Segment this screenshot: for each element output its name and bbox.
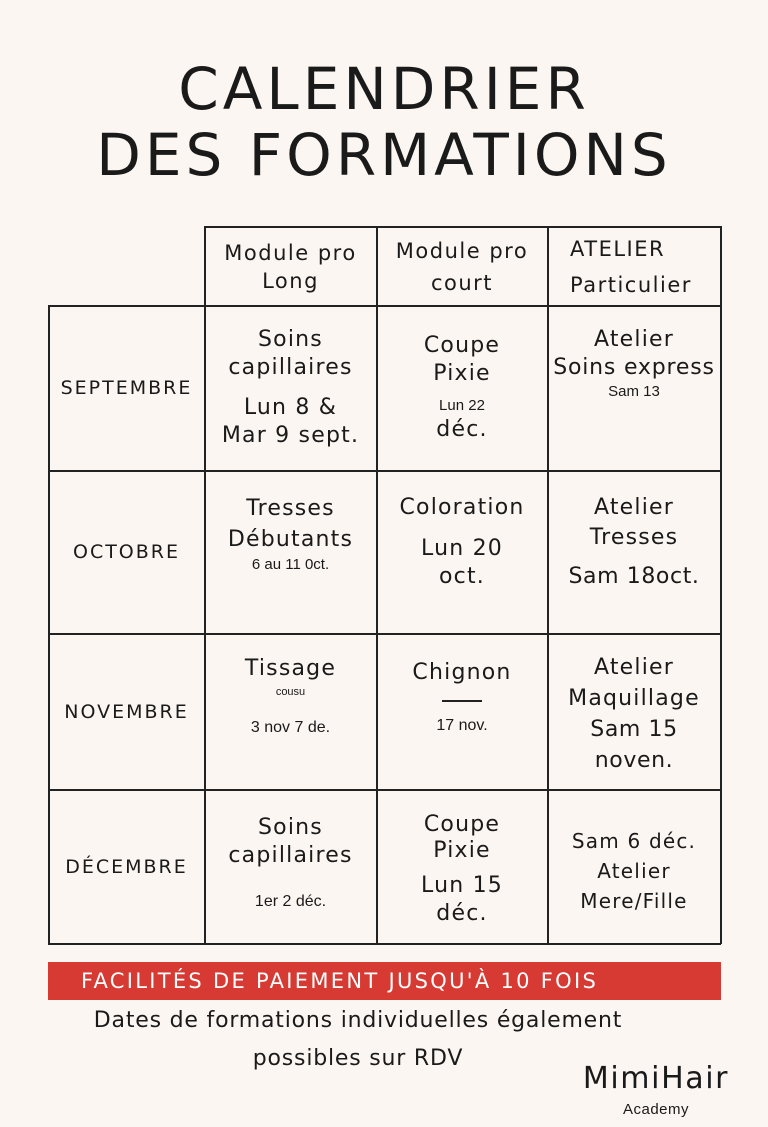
grid-line	[720, 226, 722, 944]
session-subtitle: cousu	[275, 686, 306, 698]
session-title: Pixie	[433, 838, 491, 863]
column-header-long	[205, 228, 376, 305]
session-date: déc.	[436, 417, 488, 442]
session-cell	[205, 306, 376, 470]
session-date: Sam 6 déc.	[571, 829, 697, 853]
session-date: Lun 15	[421, 873, 503, 898]
month-text: OCTOBRE	[72, 541, 181, 563]
session-cell	[377, 471, 547, 633]
session-date: Sam 18oct.	[568, 564, 700, 589]
brand-name: MimiHair	[582, 1061, 730, 1096]
session-title: Atelier	[597, 859, 671, 883]
session-date: Mar 9 sept.	[221, 423, 360, 448]
session-date: Lun 8 &	[243, 395, 338, 420]
session-title: Atelier	[593, 495, 675, 520]
session-title: Mere/Fille	[580, 889, 688, 913]
session-cell	[377, 634, 547, 789]
divider-dash	[442, 700, 482, 702]
header-text: Long	[262, 268, 319, 293]
session-date: 6 au 11 0ct.	[251, 556, 330, 573]
page-title	[0, 56, 768, 188]
session-title: Coupe	[423, 812, 501, 837]
session-cell	[548, 634, 720, 789]
session-title: capillaires	[228, 843, 353, 868]
session-title: Soins express	[553, 355, 715, 380]
session-cell	[377, 790, 547, 943]
header-text: Module pro	[224, 240, 357, 265]
header-text: ATELIER	[570, 236, 666, 261]
month-text: DÉCEMBRE	[65, 855, 188, 878]
session-title: Tresses	[246, 496, 335, 521]
session-cell	[205, 471, 376, 633]
session-date: Lun 20	[421, 536, 503, 561]
session-title: Atelier	[593, 327, 675, 352]
session-date: oct.	[439, 564, 485, 589]
session-cell	[548, 306, 720, 470]
session-cell	[205, 790, 376, 943]
session-cell	[548, 471, 720, 633]
session-cell	[205, 634, 376, 789]
session-title: Débutants	[227, 527, 354, 552]
session-title: Chignon	[412, 660, 512, 685]
column-header-court	[377, 228, 547, 305]
session-date: 1er 2 déc.	[254, 893, 327, 910]
month-label-october	[49, 471, 204, 633]
session-date: Sam 15 noven.	[590, 717, 678, 773]
title-line-2: DES FORMATIONS	[96, 121, 672, 189]
session-date: Lun 22	[439, 397, 485, 414]
session-title: Coloration	[399, 495, 525, 520]
column-header-atelier	[548, 228, 720, 305]
note-line-2: possibles sur RDV	[252, 1046, 464, 1071]
header-text: court	[430, 270, 494, 295]
session-title: Coupe	[423, 333, 501, 358]
month-text: NOVEMBRE	[64, 700, 189, 723]
title-line-1: CALENDRIER	[178, 55, 590, 123]
session-date: déc.	[436, 901, 488, 926]
header-text: Particulier	[570, 272, 692, 297]
session-title: Maquillage	[568, 686, 700, 711]
session-cell	[548, 790, 720, 943]
session-date: 3 nov 7 de.	[250, 719, 331, 736]
session-date: 17 nov.	[436, 717, 488, 734]
session-title: Atelier	[593, 655, 675, 680]
payment-banner: FACILITÉS DE PAIEMENT JUSQU'À 10 FOIS	[48, 962, 721, 1000]
month-label-september	[49, 306, 204, 470]
session-title: Tissage	[244, 656, 337, 681]
session-title: capillaires	[228, 355, 353, 380]
note-line-1: Dates de formations individuelles également	[93, 1008, 623, 1033]
month-label-december	[49, 790, 204, 943]
grid-line	[48, 943, 721, 945]
brand-subtitle: Academy	[622, 1101, 690, 1118]
session-date: Sam 13	[608, 383, 660, 400]
session-cell	[377, 306, 547, 470]
session-title: Soins	[258, 327, 323, 352]
session-title: Tresses	[589, 525, 679, 550]
session-title: Soins	[258, 815, 323, 840]
month-label-november	[49, 634, 204, 789]
header-text: Module pro	[395, 238, 529, 263]
session-title: Pixie	[433, 361, 491, 386]
month-text: SEPTEMBRE	[60, 377, 193, 399]
